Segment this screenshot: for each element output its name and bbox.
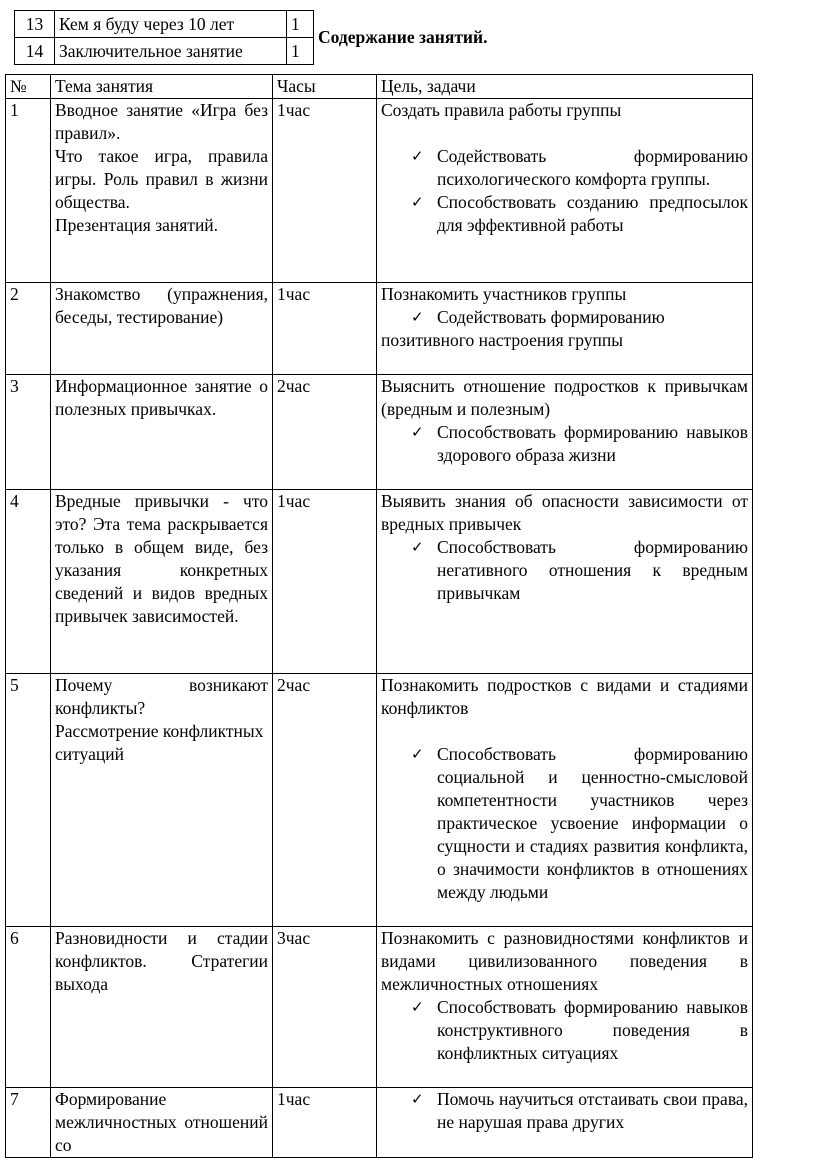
row-topic bbox=[51, 375, 273, 490]
task-item: ✓ Способствовать формированию навыков конструктивного поведения в конфликтных ситуациях bbox=[437, 996, 748, 1065]
row-number: 5 bbox=[6, 674, 51, 927]
task-item: ✓ Помочь научиться отстаивать свои права, не нарушая права других bbox=[437, 1088, 748, 1134]
topic-line: Вредные привычки - что это? Эта тема раскрывается только в общем виде, без указания конкретных сведений и видов вредных привычек зависимостей. bbox=[55, 491, 268, 626]
table-row bbox=[6, 674, 753, 927]
session-topic: Кем я буду через 10 лет bbox=[55, 11, 287, 38]
topic-line: Почему возникают конфликты? bbox=[55, 675, 268, 718]
task-list bbox=[381, 743, 748, 904]
goal-text: Познакомить подростков с видами и стадиями конфликтов bbox=[381, 675, 748, 718]
task-list bbox=[381, 145, 748, 237]
topic-line: Презентация занятий. bbox=[55, 215, 219, 235]
task-list bbox=[381, 1088, 748, 1134]
table-row bbox=[15, 38, 314, 65]
session-number: 14 bbox=[15, 38, 55, 65]
goal-text: Выяснить отношение подростков к привычкам (вредным и полезным) bbox=[381, 376, 748, 419]
table-row bbox=[6, 99, 753, 283]
row-number: 6 bbox=[6, 927, 51, 1088]
row-topic bbox=[51, 674, 273, 927]
row-goals bbox=[377, 674, 753, 927]
row-goals bbox=[377, 1088, 753, 1158]
row-topic bbox=[51, 1088, 273, 1158]
row-hours: 1час bbox=[273, 283, 377, 375]
task-list bbox=[381, 536, 748, 605]
header-number: № bbox=[6, 75, 51, 99]
goal-text: Выявить знания об опасности зависимости от вредных привычек bbox=[381, 491, 748, 534]
row-hours: 1час bbox=[273, 99, 377, 283]
table-row bbox=[15, 11, 314, 38]
table-row bbox=[6, 375, 753, 490]
table-row bbox=[6, 283, 753, 375]
row-hours: 3час bbox=[273, 927, 377, 1088]
row-number: 7 bbox=[6, 1088, 51, 1158]
task-item: ✓ Способствовать формированию социальной и ценностно-смысловой компетентности участников через практическое усвоение информации о сущности и стадиях развития конфликта, о значимости конфликтов в отношениях между людьми bbox=[437, 743, 748, 904]
sessions-table bbox=[5, 74, 753, 1158]
topic-line: Информационное занятие о полезных привычках. bbox=[55, 376, 268, 419]
task-item: ✓ Способствовать формированию навыков здорового образа жизни bbox=[437, 421, 748, 467]
task-list bbox=[381, 996, 748, 1065]
topic-line: Рассмотрение конфликтных ситуаций bbox=[55, 721, 264, 764]
table-header-row bbox=[6, 75, 753, 99]
goal-text: Создать правила работы группы bbox=[381, 100, 622, 120]
session-hours: 1 bbox=[287, 11, 314, 38]
row-hours: 1час bbox=[273, 1088, 377, 1158]
task-item: ✓ Содействовать формированию bbox=[437, 306, 748, 329]
task-list bbox=[381, 306, 748, 329]
row-number: 1 bbox=[6, 99, 51, 283]
session-number: 13 bbox=[15, 11, 55, 38]
row-hours: 1час bbox=[273, 490, 377, 674]
topic-line: Знакомство (упражнения, беседы, тестирование) bbox=[55, 284, 268, 327]
header-hours: Часы bbox=[273, 75, 377, 99]
row-topic bbox=[51, 927, 273, 1088]
row-topic bbox=[51, 283, 273, 375]
task-item: ✓ Способствовать формированию негативного отношения к вредным привычкам bbox=[437, 536, 748, 605]
row-goals bbox=[377, 283, 753, 375]
topic-line: Разновидности и стадии конфликтов. Стратегии выхода bbox=[55, 928, 268, 994]
row-topic bbox=[51, 99, 273, 283]
row-number: 4 bbox=[6, 490, 51, 674]
topic-line: Формирование межличностных отношений со bbox=[55, 1089, 268, 1155]
row-hours: 2час bbox=[273, 375, 377, 490]
row-number: 2 bbox=[6, 283, 51, 375]
row-goals bbox=[377, 375, 753, 490]
row-goals bbox=[377, 490, 753, 674]
row-goals bbox=[377, 927, 753, 1088]
row-goals bbox=[377, 99, 753, 283]
topic-line: Вводное занятие «Игра без правил». bbox=[55, 100, 268, 143]
table-row bbox=[6, 490, 753, 674]
row-topic bbox=[51, 490, 273, 674]
session-topic: Заключительное занятие bbox=[55, 38, 287, 65]
topic-line: Что такое игра, правила игры. Роль правил в жизни общества. bbox=[55, 146, 268, 212]
table-row bbox=[6, 927, 753, 1088]
task-item: ✓ Содействовать формированию психологического комфорта группы. bbox=[437, 145, 748, 191]
previous-sessions-table bbox=[14, 10, 314, 65]
row-number: 3 bbox=[6, 375, 51, 490]
row-hours: 2час bbox=[273, 674, 377, 927]
task-list bbox=[381, 421, 748, 467]
task-item: ✓ Способствовать созданию предпосылок для эффективной работы bbox=[437, 191, 748, 237]
header-topic: Тема занятия bbox=[51, 75, 273, 99]
goal-text: Познакомить участников группы bbox=[381, 284, 627, 304]
session-hours: 1 bbox=[287, 38, 314, 65]
header-goals: Цель, задачи bbox=[377, 75, 753, 99]
section-heading: Содержание занятий. bbox=[318, 27, 488, 47]
goal-tail-text: позитивного настроения группы bbox=[381, 330, 623, 350]
goal-text: Познакомить с разновидностями конфликтов и видами цивилизованного поведения в межличностных отношениях bbox=[381, 928, 748, 994]
table-row bbox=[6, 1088, 753, 1158]
